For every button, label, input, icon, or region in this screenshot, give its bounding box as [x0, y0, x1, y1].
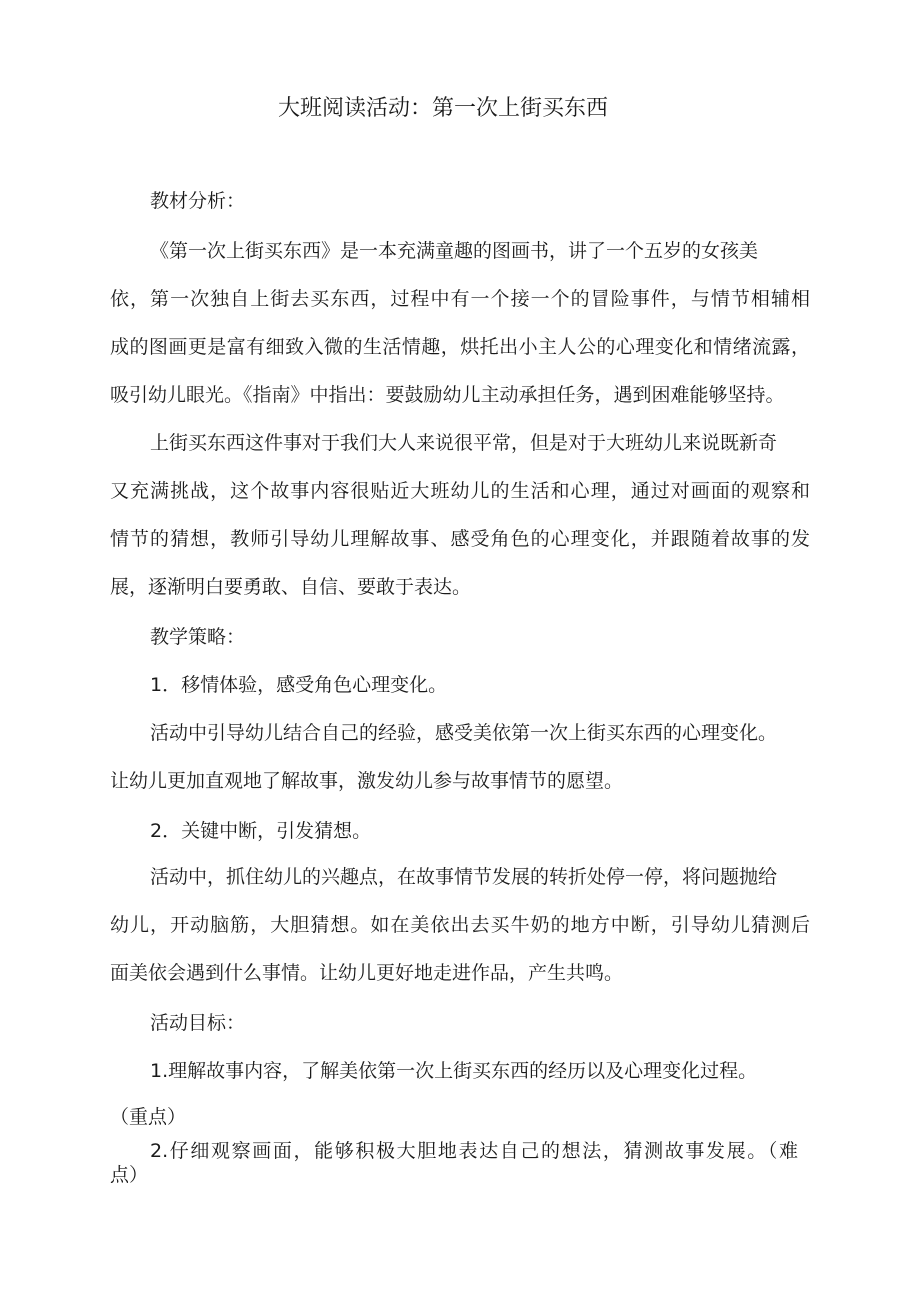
paragraph-line: 上街买东西这件事对于我们大人来说很平常，但是对于大班幼儿来说既新奇: [150, 432, 778, 454]
section-heading-goals: 活动目标：: [150, 1012, 246, 1034]
paragraph-line: 展，逐渐明白要勇敢、自信、要敢于表达。: [110, 576, 472, 598]
paragraph-line: 幼儿，开动脑筋，大胆猜想。如在美依出去买牛奶的地方中断，引导幼儿猜测后: [110, 914, 810, 936]
paragraph-line: 依，第一次独自上街去买东西，过程中有一个接一个的冒险事件，与情节相辅相: [110, 288, 810, 310]
goal-line: 2.仔细观察画面，能够积极大胆地表达自己的想法，猜测故事发展。（难: [150, 1140, 798, 1162]
paragraph-line: 面美依会遇到什么事情。让幼儿更好地走进作品，产生共鸣。: [110, 962, 624, 984]
section-heading-analysis: 教材分析：: [150, 190, 246, 212]
page-title: 大班阅读活动：第一次上街买东西: [278, 96, 609, 121]
paragraph-line: 活动中引导幼儿结合自己的经验，感受美依第一次上街买东西的心理变化。: [150, 722, 778, 744]
paragraph-line: 让幼儿更加直观地了解故事，激发幼儿参与故事情节的愿望。: [110, 770, 624, 792]
paragraph-line: 成的图画更是富有细致入微的生活情趣，烘托出小主人公的心理变化和情绪流露，: [110, 336, 810, 358]
goal-line: 1.理解故事内容，了解美依第一次上街买东西的经历以及心理变化过程。: [150, 1060, 758, 1082]
goal-line: （重点）: [110, 1106, 187, 1128]
strategy-1-title: 1．移情体验，感受角色心理变化。: [150, 674, 448, 696]
paragraph-line: 活动中，抓住幼儿的兴趣点，在故事情节发展的转折处停一停，将问题抛给: [150, 866, 778, 888]
paragraph-line: 情节的猜想，教师引导幼儿理解故事、感受角色的心理变化，并跟随着故事的发: [110, 528, 810, 550]
paragraph-line: 吸引幼儿眼光。《指南》中指出：要鼓励幼儿主动承担任务，遇到困难能够坚持。: [110, 384, 785, 406]
paragraph-line: 又充满挑战，这个故事内容很贴近大班幼儿的生活和心理，通过对画面的观察和: [110, 480, 810, 502]
section-heading-strategy: 教学策略：: [150, 626, 246, 648]
paragraph-line: 《第一次上街买东西》是一本充满童趣的图画书，讲了一个五岁的女孩美: [150, 240, 759, 262]
strategy-2-title: 2．关键中断，引发猜想。: [150, 820, 372, 842]
goal-line: 点）: [110, 1164, 149, 1186]
